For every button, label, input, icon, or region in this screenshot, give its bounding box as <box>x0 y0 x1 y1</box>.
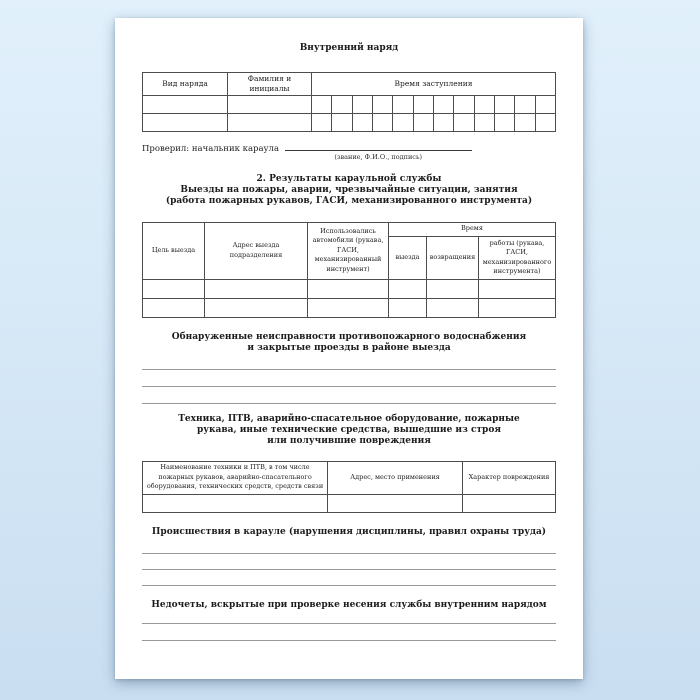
fill-line <box>142 387 556 404</box>
damage-table <box>142 461 556 513</box>
checked-by-line <box>142 142 556 161</box>
water-heading-line2: и закрытые проезды в районе выезда <box>247 342 451 353</box>
document-page <box>115 18 583 679</box>
trips-col-departure: выезда <box>389 236 427 279</box>
shortcomings-heading: Недочеты, вскрытые при проверке несения службы внутренним нарядом <box>151 599 547 610</box>
duty-col-kind: Вид наряда <box>143 73 228 96</box>
equipment-heading-line2: рукава, иные технические средства, вышедшие из строя <box>197 424 501 435</box>
section-results-line1: 2. Результаты караульной службы <box>256 173 442 184</box>
duty-table-header-row <box>143 73 556 96</box>
fill-line <box>142 538 556 554</box>
signature-note: (звание, Ф.И.О., подпись) <box>334 152 423 161</box>
trips-col-return: возвращения <box>427 236 479 279</box>
fill-line <box>142 611 556 624</box>
duty-time-cell <box>312 113 332 131</box>
duty-cell-name <box>228 95 312 113</box>
damage-table-row <box>143 494 556 512</box>
checked-by-label: Проверил: начальник караула <box>142 143 280 154</box>
fill-line <box>142 554 556 570</box>
water-heading-line1: Обнаруженные неисправности противопожарного водоснабжения <box>171 331 527 342</box>
duty-col-name: Фамилия и инициалы <box>228 73 312 96</box>
fill-line <box>142 354 556 370</box>
trips-table <box>142 222 556 318</box>
trips-col-time-group: Время <box>389 222 556 236</box>
equipment-heading-line1: Техника, ПТВ, аварийно-спасательное оборудование, пожарные <box>178 413 520 424</box>
section-results-heading <box>142 174 556 207</box>
damage-col-address: Адрес, место применения <box>328 461 463 494</box>
duty-col-time: Время заступления <box>312 73 556 96</box>
equipment-heading-line3: или получившие повреждения <box>267 435 431 446</box>
trips-col-work: работы (рукава, ГАСИ, механизированного инструмента) <box>479 236 556 279</box>
incidents-heading: Происшествия в карауле (нарушения дисциплины, правил охраны труда) <box>151 526 547 537</box>
water-fill-lines <box>142 354 556 404</box>
duty-table <box>142 72 556 132</box>
equipment-heading <box>142 414 556 447</box>
duty-time-cell <box>312 95 332 113</box>
damage-table-header-row <box>143 461 556 494</box>
duty-table-row <box>143 95 556 113</box>
trips-table-row <box>143 298 556 317</box>
trips-table-row <box>143 279 556 298</box>
duty-table-row <box>143 113 556 131</box>
signature-blank <box>285 142 472 161</box>
water-heading <box>142 332 556 354</box>
section-results-line2: Выезды на пожары, аварии, чрезвычайные ситуации, занятия <box>180 184 518 195</box>
trips-table-header-row <box>143 222 556 236</box>
damage-col-name: Наименование техники и ПТВ, в том числе пожарных рукавов, аварийно-спасательного оборудования, технических средств, средств связи <box>143 461 328 494</box>
trips-col-address: Адрес выезда подразделения <box>205 222 308 279</box>
trips-col-purpose: Цель выезда <box>143 222 205 279</box>
fill-line <box>142 570 556 586</box>
incidents-fill-lines <box>142 538 556 586</box>
fill-line <box>142 370 556 387</box>
duty-cell-kind <box>143 113 228 131</box>
section-results-line3: (работа пожарных рукавов, ГАСИ, механизированного инструмента) <box>165 195 533 206</box>
shortcomings-fill-lines <box>142 611 556 641</box>
duty-cell-name <box>228 113 312 131</box>
damage-col-damage: Характер повреждения <box>463 461 556 494</box>
trips-col-vehicles: Использовались автомобили (рукава, ГАСИ, механизированный инструмент) <box>308 222 389 279</box>
form-title: Внутренний наряд <box>299 43 399 53</box>
duty-cell-kind <box>143 95 228 113</box>
fill-line <box>142 624 556 641</box>
